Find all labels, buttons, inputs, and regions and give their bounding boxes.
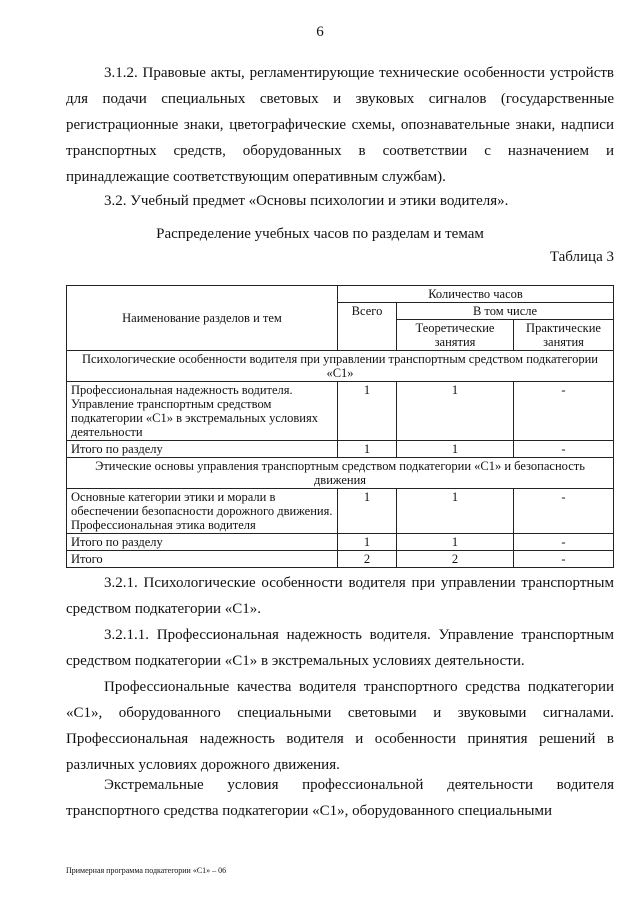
theory-hours: 1 bbox=[397, 534, 514, 551]
table-title: Распределение учебных часов по разделам и темам bbox=[156, 226, 484, 242]
practice-hours: - bbox=[514, 441, 614, 458]
theory-hours: 2 bbox=[397, 551, 514, 568]
header-theory: Теоретические занятия bbox=[397, 320, 514, 351]
table-label: Таблица 3 bbox=[549, 249, 614, 265]
theory-hours: 1 bbox=[397, 489, 514, 534]
paragraph-qualities: Профессиональные качества водителя транспортного средства подкатегории «С1», оборудованного специальными световыми и звуковыми сигналами. Профессиональная надежность водителя и особенности принятия решений в различных условиях дорожного движения. bbox=[66, 679, 614, 773]
subtotal-row bbox=[67, 534, 614, 551]
total-row bbox=[67, 551, 614, 568]
practice-hours: - bbox=[514, 382, 614, 441]
subtotal-label: Итого по разделу bbox=[67, 441, 338, 458]
practice-hours: - bbox=[514, 489, 614, 534]
table-row bbox=[67, 489, 614, 534]
theory-hours: 1 bbox=[397, 441, 514, 458]
paragraph-3-2-1: 3.2.1. Психологические особенности водителя при управлении транспортным средством подкатегории «С1». bbox=[66, 575, 614, 617]
topic-name: Основные категории этики и морали в обеспечении безопасности дорожного движения. Профессиональная этика водителя bbox=[67, 489, 338, 534]
subtotal-label: Итого по разделу bbox=[67, 534, 338, 551]
paragraph-extreme-conditions: Экстремальные условия профессиональной деятельности водителя транспортного средства подкатегории «С1», оборудованного специальными bbox=[66, 777, 614, 819]
practice-hours: - bbox=[514, 534, 614, 551]
total-hours: 1 bbox=[338, 382, 397, 441]
table-row bbox=[67, 382, 614, 441]
section-row bbox=[67, 351, 614, 382]
theory-hours: 1 bbox=[397, 382, 514, 441]
total-hours: 1 bbox=[338, 489, 397, 534]
section-title: Психологические особенности водителя при управлении транспортным средством подкатегории «С1» bbox=[67, 351, 614, 382]
total-hours: 1 bbox=[338, 534, 397, 551]
paragraph-3-1-2: 3.1.2. Правовые акты, регламентирующие технические особенности устройств для подачи специальных световых и звуковых сигналов (государственные регистрационные знаки, цветографические схемы, опознавательные знаки, надписи транспортных средств, оборудованных в соответствии с назначением и принадлежащие соответствующим оперативным службам). bbox=[66, 65, 614, 185]
table-header-row bbox=[67, 286, 614, 303]
topic-name: Профессиональная надежность водителя. Управление транспортным средством подкатегории «С1» в экстремальных условиях деятельности bbox=[67, 382, 338, 441]
section-title: Этические основы управления транспортным средством подкатегории «С1» и безопасность движения bbox=[67, 458, 614, 489]
header-total: Всего bbox=[338, 303, 397, 351]
page-number: 6 bbox=[316, 24, 324, 40]
total-hours: 1 bbox=[338, 441, 397, 458]
header-including: В том числе bbox=[397, 303, 614, 320]
hours-table bbox=[66, 285, 614, 568]
total-label: Итого bbox=[67, 551, 338, 568]
header-quantity: Количество часов bbox=[338, 286, 614, 303]
section-row bbox=[67, 458, 614, 489]
practice-hours: - bbox=[514, 551, 614, 568]
paragraph-3-2-1-1: 3.2.1.1. Профессиональная надежность водителя. Управление транспортным средством подкатегории «С1» в экстремальных условиях деятельности. bbox=[66, 627, 614, 669]
header-name: Наименование разделов и тем bbox=[67, 286, 338, 351]
footer: Примерная программа подкатегории «С1» – 06 bbox=[66, 866, 227, 875]
paragraph-3-2: 3.2. Учебный предмет «Основы психологии и этики водителя». bbox=[104, 193, 509, 209]
total-hours: 2 bbox=[338, 551, 397, 568]
header-practice: Практические занятия bbox=[514, 320, 614, 351]
subtotal-row bbox=[67, 441, 614, 458]
